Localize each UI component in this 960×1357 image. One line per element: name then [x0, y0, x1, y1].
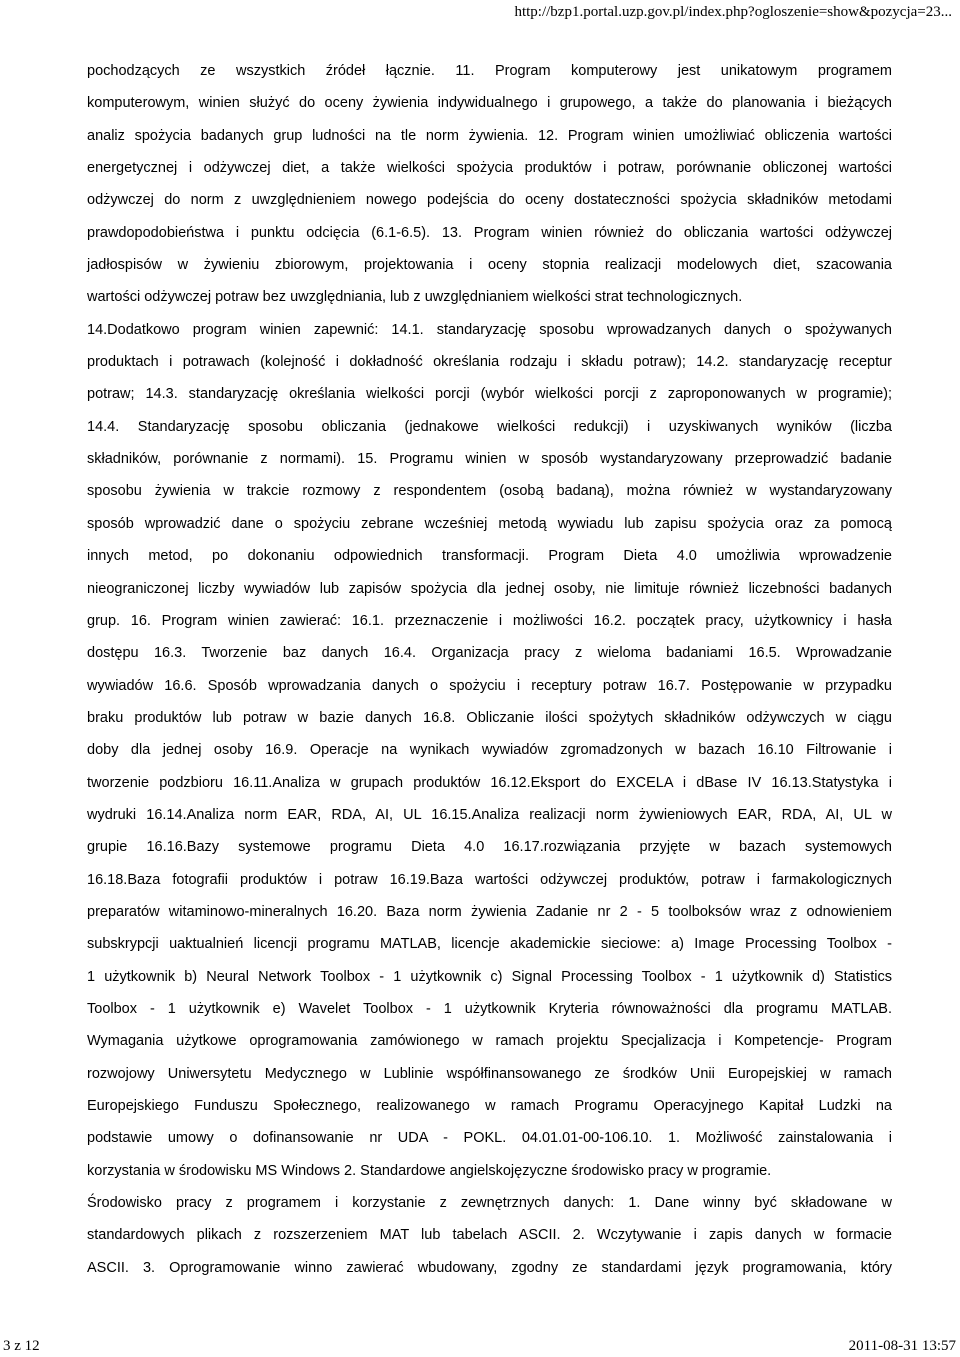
body-text-line: analiz spożycia badanych grup ludności na tle norm żywienia. 12. Program winien umożliwiać obliczenia wartości	[87, 127, 892, 144]
body-text-line: odżywczej do norm z uwzględnieniem nowego podejścia do oceny dostateczności spożycia składników metodami	[87, 192, 892, 209]
body-text-line: sposób wprowadzić dane o spożyciu zebrane wcześniej metodą wywiadu lub zapisu spożycia oraz za pomocą	[87, 515, 892, 532]
body-text-line: standardowych plikach z rozszerzeniem MAT lub tabelach ASCII. 2. Wczytywanie i zapis danych w formacie	[87, 1227, 892, 1244]
body-text-line: Wymagania użytkowe oprogramowania zamówionego w ramach projektu Specjalizacja i Kompetencje- Program	[87, 1033, 892, 1050]
body-text-line: produktach i potrawach (kolejność i dokładność określania rodzaju i składu potraw); 14.2. standaryzację receptur	[87, 354, 892, 371]
body-text-line: wartości odżywczej potraw bez uwzględniania, lub z uwzględnianiem wielkości strat technologicznych.	[87, 289, 743, 306]
body-text-line: 14.4. Standaryzację sposobu obliczania (jednakowe wielkości redukcji) i uzyskiwanych wyników (liczba	[87, 418, 892, 435]
print-datetime: 2011-08-31 13:57	[848, 1338, 956, 1354]
body-text-line: braku produktów lub potraw w bazie danych 16.8. Obliczanie ilości spożytych składników odżywczych w ciągu	[87, 709, 892, 726]
body-text-line: pochodzących ze wszystkich źródeł łącznie. 11. Program komputerowy jest unikatowym programem	[87, 63, 892, 79]
body-text-line: energetycznej i odżywczej diet, a także wielkości spożycia produktów i potraw, porównanie obliczonej wartości	[87, 160, 892, 177]
body-text-line: komputerowym, winien służyć do oceny żywienia indywidualnego i grupowego, a także do planowania i bieżących	[87, 95, 892, 112]
body-text-line: grup. 16. Program winien zawierać: 16.1. przeznaczenie i możliwości 16.2. początek pracy, użytkownicy i hasła	[87, 612, 892, 629]
body-text-line: składników, porównanie z normami). 15. Programu winien w sposób wystandaryzowany przeprowadzić badanie	[87, 451, 892, 468]
body-text-line: prawdopodobieństwa i punktu odcięcia (6.1-6.5). 13. Program winien również do obliczania wartości odżywczej	[87, 224, 892, 241]
body-text-line: sposobu żywienia w trakcie rozmowy z respondentem (osobą badaną), można również w wystandaryzowany	[87, 483, 892, 500]
body-text-line: innych metod, po dokonaniu odpowiednich transformacji. Program Dieta 4.0 umożliwia wprowadzenie	[87, 548, 892, 565]
document-body	[87, 62, 892, 1291]
body-text-line: grupie 16.16.Bazy systemowe programu Dieta 4.0 16.17.rozwiązania przyjęte w bazach systemowych	[87, 839, 892, 856]
body-text-line: potraw; 14.3. standaryzację określania wielkości porcji (wybór wielkości porcji z zaproponowanych w programie);	[87, 386, 892, 403]
body-text-line: jadłospisów w żywieniu zbiorowym, projektowania i oceny stopnia realizacji modelowych diet, szacowania	[87, 257, 892, 274]
body-text-line: preparatów witaminowo-mineralnych 16.20. Baza norm żywienia Zadanie nr 2 - 5 toolboksów wraz z odnowieniem	[87, 903, 892, 920]
body-text-line: 14.Dodatkowo program winien zapewnić: 14.1. standaryzację sposobu wprowadzanych danych o spożywanych	[87, 321, 892, 338]
body-text-line: tworzenie podzbioru 16.11.Analiza w grupach produktów 16.12.Eksport do EXCELA i dBase IV 16.13.Statystyka i	[87, 774, 892, 791]
body-text-line: Toolbox - 1 użytkownik e) Wavelet Toolbox - 1 użytkownik Kryteria równoważności dla programu MATLAB.	[87, 1000, 892, 1017]
body-text-line: subskrypcji uaktualnień licencji programu MATLAB, licencje akademickie sieciowe: a) Image Processing Toolbox -	[87, 936, 892, 953]
page-url-header: http://bzp1.portal.uzp.gov.pl/index.php?ogloszenie=show&pozycja=23...	[514, 4, 952, 20]
body-text-line: Europejskiego Funduszu Społecznego, realizowanego w ramach Programu Operacyjnego Kapitał Ludzki na	[87, 1098, 892, 1114]
body-text-line: 1 użytkownik b) Neural Network Toolbox - 1 użytkownik c) Signal Processing Toolbox - 1 użytkownik d) Statistics	[87, 968, 892, 985]
body-text-line: ASCII. 3. Oprogramowanie winno zawierać wbudowany, zgodny ze standardami język programowania, który	[87, 1259, 892, 1276]
body-text-line: doby dla jednej osoby 16.9. Operacje na wynikach wywiadów zgromadzonych w bazach 16.10 Filtrowanie i	[87, 742, 892, 759]
body-text-line: podstawie umowy o dofinansowanie nr UDA - POKL. 04.01.01-00-106.10. 1. Możliwość zainstalowania i	[87, 1130, 892, 1147]
body-text-line: rozwojowy Uniwersytetu Medycznego w Lublinie współfinansowanego ze środków Unii Europejskiej w ramach	[87, 1065, 892, 1082]
body-text-line: dostępu 16.3. Tworzenie baz danych 16.4. Organizacja pracy z wieloma badaniami 16.5. Wprowadzanie	[87, 645, 892, 662]
body-text-line: wywiadów 16.6. Sposób wprowadzania danych o spożyciu i receptury potraw 16.7. Postępowanie w przypadku	[87, 677, 892, 694]
body-text-line: 16.18.Baza fotografii produktów i potraw 16.19.Baza wartości odżywczej produktów, potraw i farmakologicznych	[87, 871, 892, 888]
body-text-line: wydruki 16.14.Analiza norm EAR, RDA, AI, UL 16.15.Analiza realizacji norm żywieniowych EAR, RDA, AI, UL w	[87, 806, 892, 823]
body-text-line: Środowisko pracy z programem i korzystanie z zewnętrznych danych: 1. Dane winny być składowane w	[87, 1195, 892, 1212]
body-text-line: korzystania w środowisku MS Windows 2. Standardowe angielskojęzyczne środowisko pracy w programie.	[87, 1162, 772, 1179]
body-text-line: nieograniczonej liczby wywiadów lub zapisów spożycia dla jednej osoby, nie limituje również liczebności badanych	[87, 580, 892, 597]
page-number: 3 z 12	[3, 1338, 40, 1354]
